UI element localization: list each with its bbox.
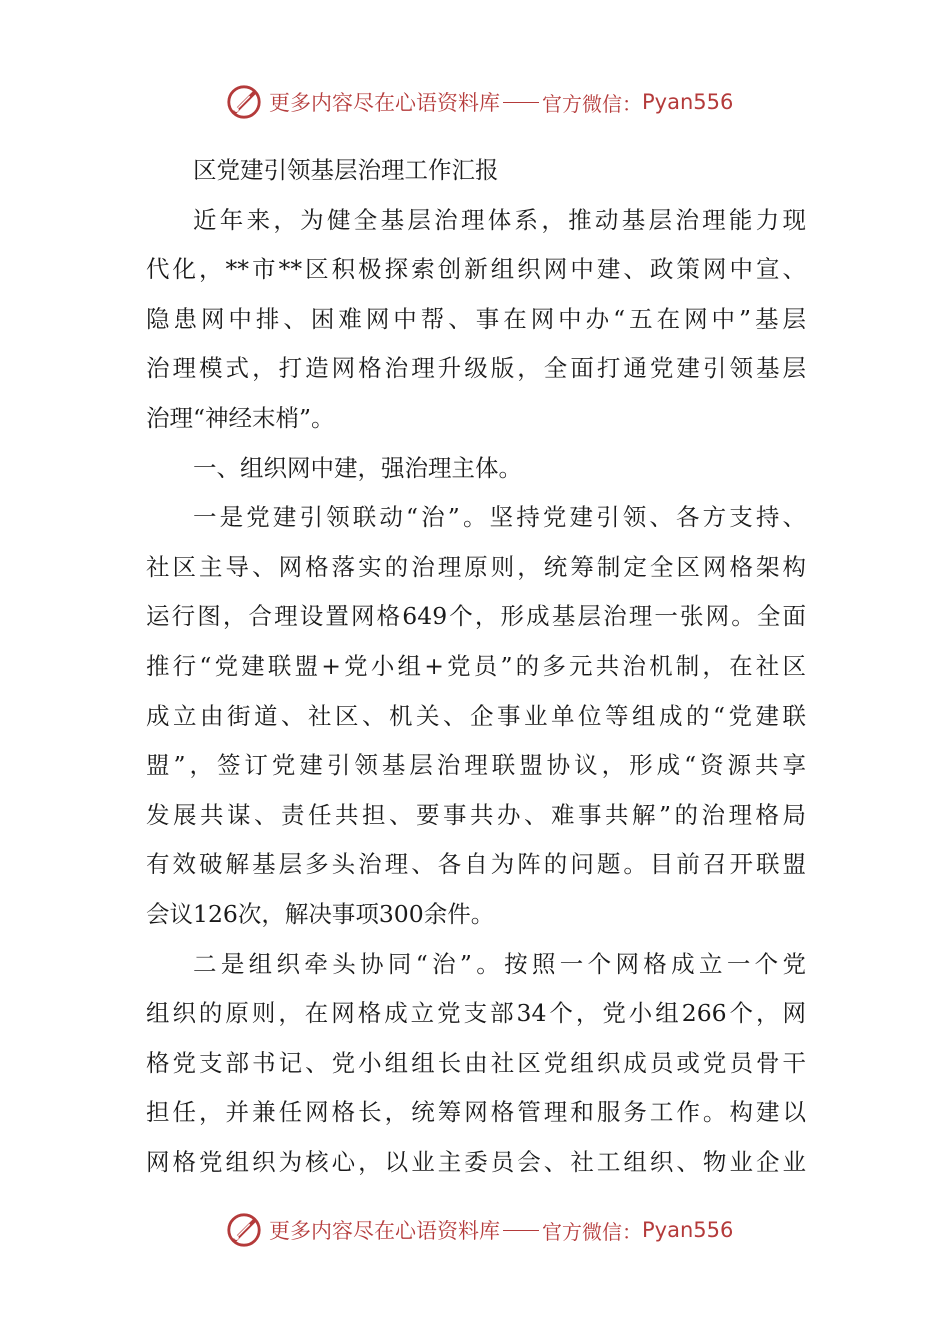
document-body [146, 146, 806, 1187]
paragraph-line: 近年来，为健全基层治理体系，推动基层治理能力现 [193, 205, 806, 234]
pen-nib-logo-icon [225, 1211, 263, 1249]
paragraph-line: 担任，并兼任网格长，统筹网格管理和服务工作。构建以 [146, 1098, 806, 1127]
paragraph-line: 组织的原则，在网格成立党支部34个，党小组266个，网 [146, 999, 806, 1028]
paragraph-line: 成立由街道、社区、机关、企事业单位等组成的“党建联 [146, 701, 806, 730]
banner-text: 更多内容尽在心语资料库 [269, 1219, 500, 1243]
paragraph-line: 格党支部书记、党小组组长由社区党组织成员或党员骨干 [146, 1048, 806, 1077]
banner-wechat-id: Pyan556 [642, 1218, 734, 1242]
paragraph-line: 隐患网中排、困难网中帮、事在网中办“五在网中”基层 [146, 304, 806, 333]
paragraph-line: 治理“神经末梢”。 [146, 403, 335, 432]
paragraph-line: 运行图，合理设置网格649个，形成基层治理一张网。全面 [146, 602, 806, 631]
pen-nib-logo-icon [225, 83, 263, 121]
document-title: 区党建引领基层治理工作汇报 [193, 156, 499, 184]
banner-dash [503, 102, 539, 103]
paragraph-line: 治理模式，打造网格治理升级版，全面打通党建引领基层 [146, 354, 806, 383]
banner-text: 更多内容尽在心语资料库 [269, 91, 500, 115]
section-heading: 一、组织网中建，强治理主体。 [193, 453, 522, 482]
banner-wechat-label: 官方微信： [542, 1219, 642, 1244]
banner-wechat-id: Pyan556 [642, 90, 734, 114]
footer-watermark-banner [225, 1210, 733, 1250]
paragraph-line: 网格党组织为核心，以业主委员会、社工组织、物业企业 [146, 1147, 806, 1176]
banner-dash [503, 1230, 539, 1231]
paragraph-line: 社区主导、网格落实的治理原则，统筹制定全区网格架构 [146, 552, 806, 581]
banner-wechat-label: 官方微信： [542, 91, 642, 116]
paragraph-line: 发展共谋、责任共担、要事共办、难事共解”的治理格局 [146, 800, 806, 829]
paragraph-line: 一是党建引领联动“治”。坚持党建引领、各方支持、 [193, 503, 806, 532]
paragraph-line: 会议126次，解决事项300余件。 [146, 899, 495, 928]
paragraph-line: 代化，**市**区积极探索创新组织网中建、政策网中宣、 [146, 255, 806, 284]
paragraph-line: 推行“党建联盟+党小组+党员”的多元共治机制，在社区 [146, 651, 806, 680]
header-watermark-banner [225, 82, 733, 122]
paragraph-line: 二是组织牵头协同“治”。按照一个网格成立一个党 [193, 949, 806, 978]
paragraph-line: 有效破解基层多头治理、各自为阵的问题。目前召开联盟 [146, 850, 806, 879]
paragraph-line: 盟”，签订党建引领基层治理联盟协议，形成“资源共享 [146, 751, 806, 780]
